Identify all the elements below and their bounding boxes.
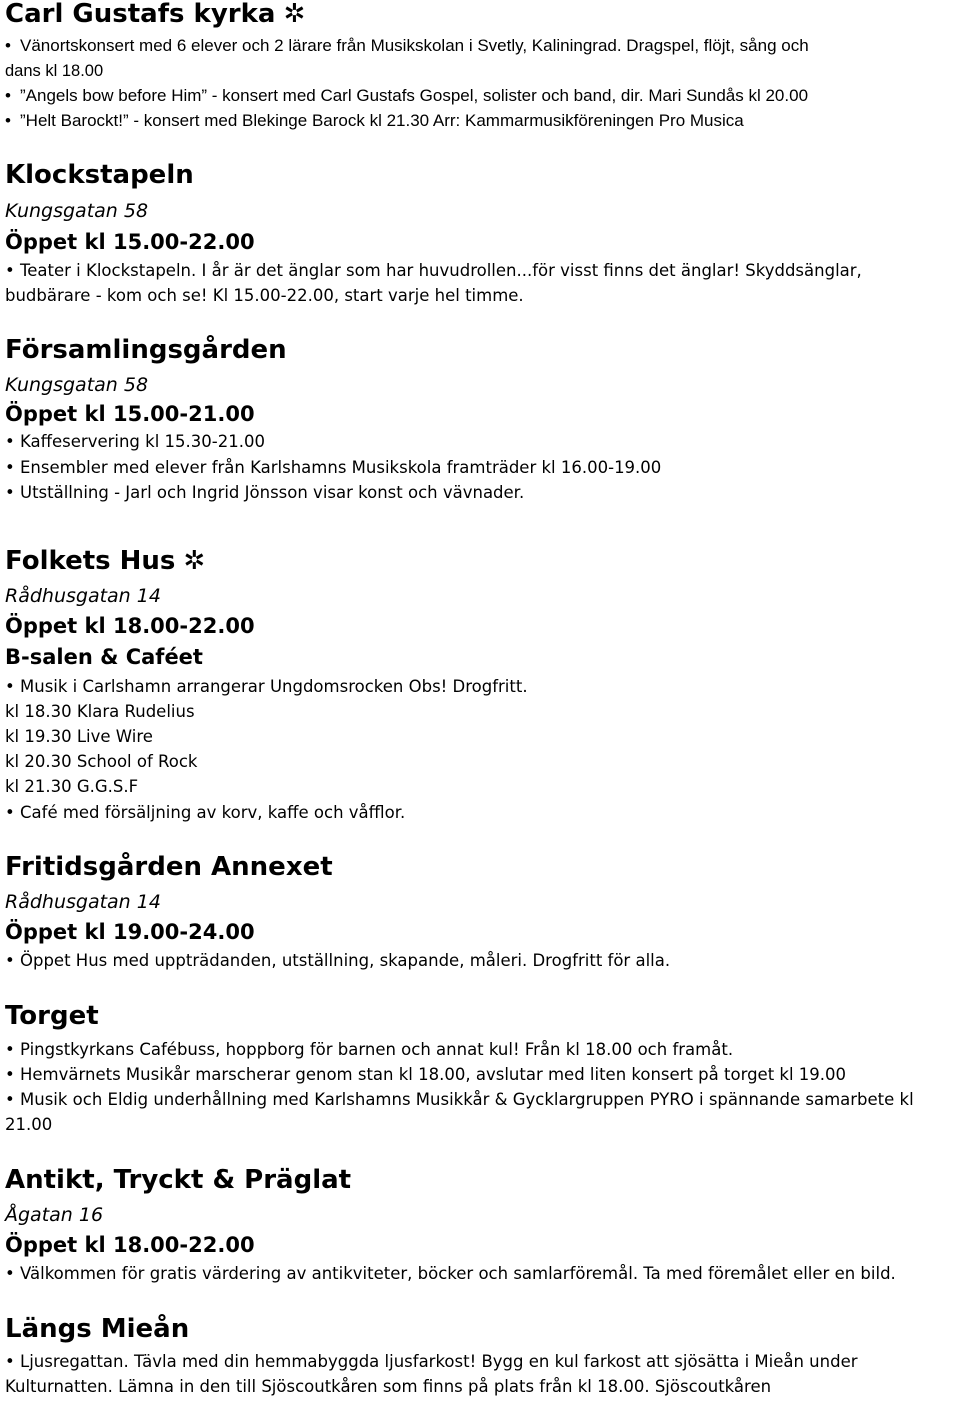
list-item: • Öppet Hus med uppträdanden, utställning, skapande, måleri. Drogfritt för alla. [5,949,670,973]
list-item-continuation: budbärare - kom och se! Kl 15.00-22.00, start varje hel timme. [5,286,524,305]
section-heading-fritidsgarden: Fritidsgården Annexet [5,852,333,882]
opening-hours: Öppet kl 19.00-24.00 [5,920,255,944]
list-item: • Vänortskonsert med 6 elever och 2 lärare från Musikskolan i Svetly, Kaliningrad. Dragspel, flöjt, sång och [5,34,809,58]
list-item-continuation: Kulturnatten. Lämna in den till Sjöscoutkåren som finns på plats från kl 18.00. Sjöscoutkåren [5,1377,772,1396]
list-item: • Musik och Eldig underhållning med Karlshamns Musikkår & Gycklargruppen PYRO i spännande samarbete kl [5,1088,914,1112]
list-item: • Kaffeservering kl 15.30-21.00 [5,430,265,454]
list-item: • ”Angels bow before Him” - konsert med Carl Gustafs Gospel, solister och band, dir. Mari Sundås kl 20.00 [5,84,808,108]
list-item: • Ljusregattan. Tävla med din hemmabyggda ljusfarkost! Bygg en kul farkost att sjösätta i Mieån under [5,1350,858,1374]
list-item: • ”Helt Barockt!” - konsert med Blekinge Barock kl 21.30 Arr: Kammarmusikföreningen Pro Musica [5,109,744,133]
opening-hours: Öppet kl 18.00-22.00 [5,614,255,638]
address: Kungsgatan 58 [5,200,149,222]
list-item: • Ensembler med elever från Karlshamns Musikskola framträder kl 16.00-19.00 [5,456,661,480]
schedule-line: kl 18.30 Klara Rudelius [5,702,195,721]
heading-text: Carl Gustafs kyrka [5,0,276,29]
list-item: • Välkommen för gratis värdering av antikviteter, böcker och samlarföremål. Ta med föremålet eller en bild. [5,1262,896,1286]
list-item: • Utställning - Jarl och Ingrid Jönsson visar konst och vävnader. [5,481,524,505]
address: Ågatan 16 [5,1204,104,1226]
list-item: • Pingstkyrkans Cafébuss, hoppborg för barnen och annat kul! Från kl 18.00 och framåt. [5,1038,733,1062]
section-heading-folkets-hus [5,545,205,577]
address: Rådhusgatan 14 [5,585,161,607]
heading-text: Folkets Hus [5,546,176,576]
address: Kungsgatan 58 [5,374,149,396]
star-icon: ✲ [283,0,306,29]
list-item: • Teater i Klockstapeln. I år är det änglar som har huvudrollen...för visst finns det änglar! Skyddsänglar, [5,259,862,283]
list-item: • Musik i Carlshamn arrangerar Ungdomsrocken Obs! Drogfritt. [5,675,528,699]
section-heading-torget: Torget [5,1001,99,1031]
section-heading-langs-miean: Längs Mieån [5,1314,190,1344]
section-heading-antikt: Antikt, Tryckt & Präglat [5,1165,352,1195]
schedule-line: kl 21.30 G.G.S.F [5,777,139,796]
opening-hours: Öppet kl 15.00-21.00 [5,402,255,426]
list-item: • Hemvärnets Musikår marscherar genom stan kl 18.00, avslutar med liten konsert på torget kl 19.00 [5,1063,846,1087]
section-heading-forsamlingsgarden: Församlingsgården [5,335,287,365]
section-heading-klockstapeln: Klockstapeln [5,160,194,190]
schedule-line: kl 19.30 Live Wire [5,727,153,746]
star-icon: ✲ [183,546,206,576]
list-item: • Café med försäljning av korv, kaffe och våfflor. [5,801,405,825]
schedule-line: kl 20.30 School of Rock [5,752,198,771]
opening-hours: Öppet kl 18.00-22.00 [5,1233,255,1257]
list-item-continuation: dans kl 18.00 [5,62,104,80]
opening-hours: Öppet kl 15.00-22.00 [5,230,255,254]
list-item-continuation: 21.00 [5,1115,53,1134]
section-heading-carl-gustafs-kyrka [5,0,305,30]
subheading: B-salen & Caféet [5,645,203,669]
address: Rådhusgatan 14 [5,891,161,913]
